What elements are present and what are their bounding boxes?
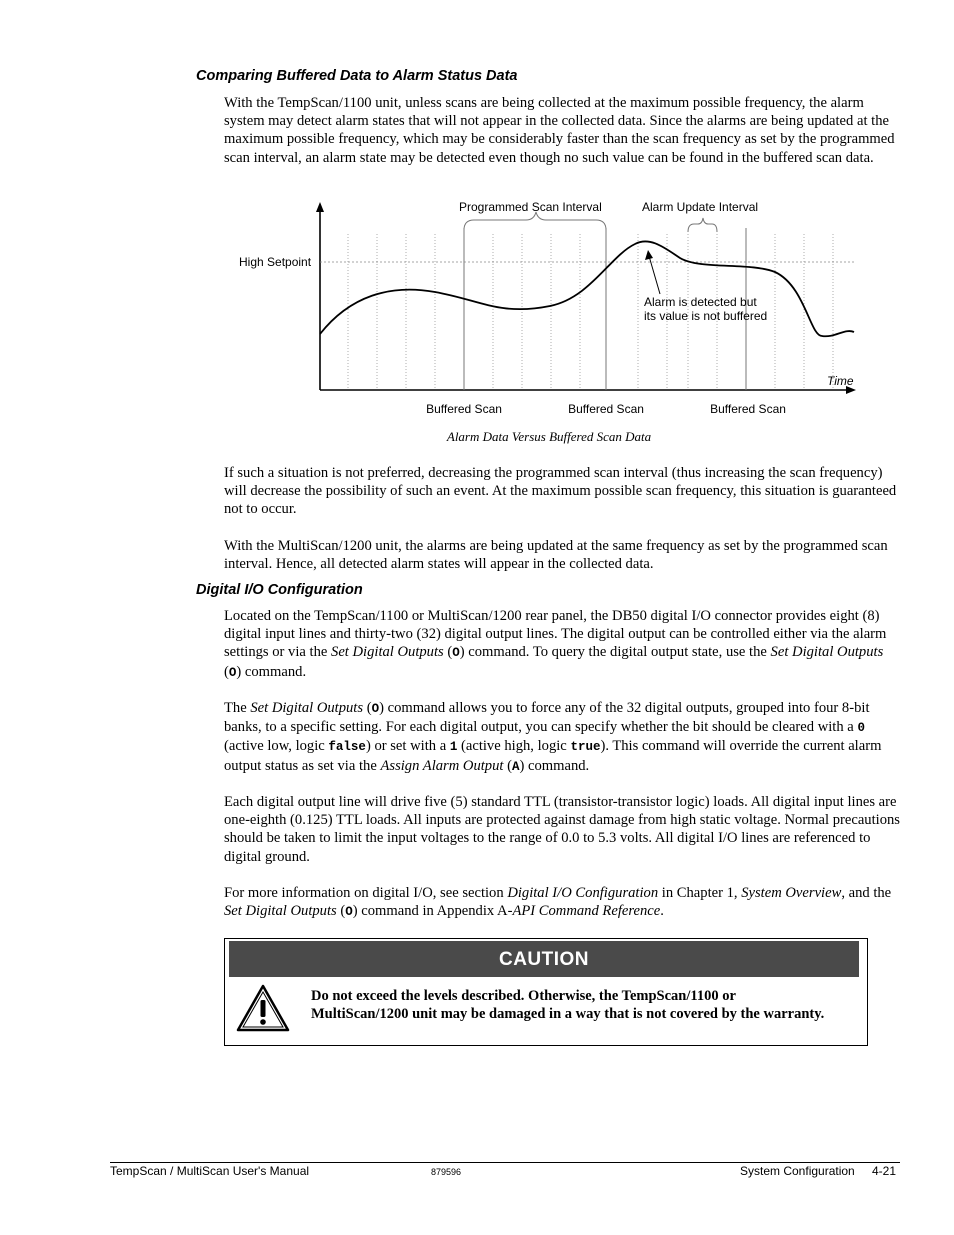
- section-heading-buffered-vs-alarm: Comparing Buffered Data to Alarm Status Data: [196, 68, 518, 84]
- paragraph: For more information on digital I/O, see section Digital I/O Configuration in Chapter 1, System Overview, and the Set Digital Outputs (O) command in Appendix A-API Command Reference.: [224, 885, 892, 920]
- annotation-arrow-head: [645, 250, 653, 260]
- programmed-interval-label: Programmed Scan Interval: [459, 200, 602, 214]
- programmed-interval-brace: [464, 212, 606, 230]
- section-heading-digital-io: Digital I/O Configuration: [196, 582, 363, 598]
- buffered-scan-label: Buffered Scan: [426, 402, 502, 416]
- paragraph: If such a situation is not preferred, decreasing the programmed scan interval (thus increasing the scan frequency) will decrease the possibility of such an event. At the maximum possible scan frequency, this situation is guaranteed not to occur.: [224, 465, 897, 518]
- caution-title: CAUTION: [229, 941, 859, 977]
- footer-rule: [110, 1162, 900, 1163]
- annotation-line1: Alarm is detected but: [644, 295, 757, 309]
- buffered-scan-label: Buffered Scan: [568, 402, 644, 416]
- footer-doc-number: 879596: [431, 1167, 462, 1177]
- footer-manual-title: TempScan / MultiScan User's Manual: [110, 1164, 310, 1178]
- warning-triangle-icon: [235, 983, 291, 1033]
- paragraph: Each digital output line will drive five (5) standard TTL (transistor-transistor logic) loads. All digital input lines are one-eighth (0.125) TTL loads. All inputs are protected against damage from high static voltage. Normal precautions should be taken to limit the input voltages to the range of 0.0 to 5.3 volts. All digital I/O lines are referenced to digital ground.: [224, 794, 900, 865]
- footer-section: System Configuration: [740, 1164, 855, 1178]
- paragraph: With the MultiScan/1200 unit, the alarms are being updated at the same frequency as set by the programmed scan interval. Hence, all detected alarm states will appear in the collected data.: [224, 538, 888, 573]
- figure-caption: Alarm Data Versus Buffered Scan Data: [446, 429, 652, 444]
- alarm-update-label: Alarm Update Interval: [642, 200, 759, 214]
- annotation-line2: its value is not buffered: [644, 309, 768, 323]
- signal-curve: [320, 241, 854, 336]
- caution-box: [224, 938, 868, 1046]
- paragraph: Located on the TempScan/1100 or MultiScan/1200 rear panel, the DB50 digital I/O connector provides eight (8) digital input lines and thirty-two (32) digital output lines. The digital output can be controlled either via the alarm settings or via the Set Digital Outputs (O) command. To query the digital output state, use the Set Digital Outputs (O) command.: [224, 608, 887, 680]
- alarm-update-brace: [688, 218, 717, 232]
- caution-text: Do not exceed the levels described. Otherwise, the TempScan/1100 or MultiScan/1200 unit may be damaged in a way that is not covered by the warranty.: [311, 988, 825, 1022]
- time-axis-label: Time: [827, 374, 854, 388]
- footer-page-number: 4-21: [872, 1164, 897, 1178]
- alarm-vs-buffered-diagram: [230, 196, 870, 426]
- annotation-arrow-line: [649, 256, 660, 294]
- paragraph: The Set Digital Outputs (O) command allows you to force any of the 32 digital outputs, grouped into four 8-bit banks, to a specific setting. For each digital output, you can specify whether the bit should be cleared with a 0 (active low, logic false) or set with a 1 (active high, logic true). This command will override the current alarm output status as set via the Assign Alarm Output (A) command.: [224, 700, 882, 774]
- high-setpoint-label: High Setpoint: [239, 255, 312, 269]
- y-axis-arrow: [316, 202, 324, 212]
- paragraph: With the TempScan/1100 unit, unless scans are being collected at the maximum possible frequency, the alarm system may detect alarm states that will not appear in the collected data. Since the alarms are being updated at the maximum possible frequency, which may be considerably faster than the scan frequency as set by the programmed scan interval, an alarm state may be detected even though no such value can be found in the buffered scan data.: [224, 95, 895, 166]
- buffered-scan-label: Buffered Scan: [710, 402, 786, 416]
